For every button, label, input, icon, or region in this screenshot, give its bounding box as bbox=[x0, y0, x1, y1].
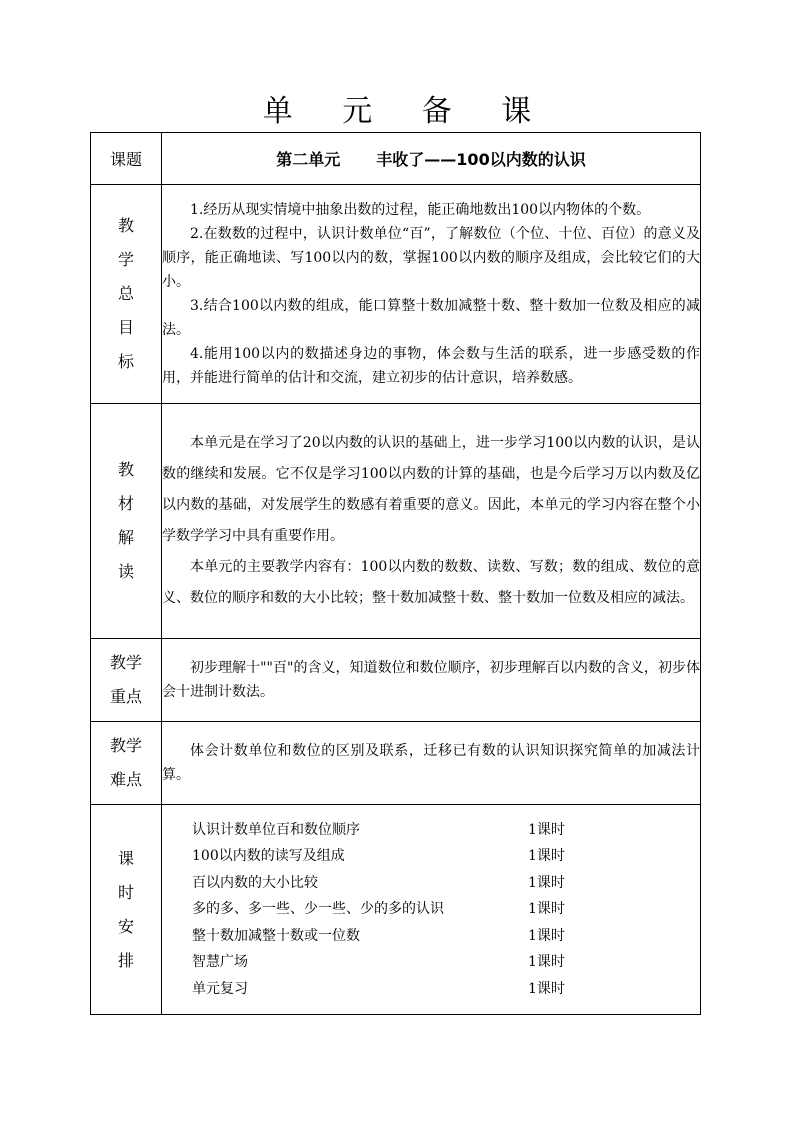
schedule-label-cell bbox=[91, 805, 162, 1015]
schedule-item bbox=[162, 976, 700, 1003]
difficulty-label: 教学难点 bbox=[110, 736, 143, 789]
difficulty-cell bbox=[162, 722, 701, 805]
goal-item: 4.能用100以内的数描述身边的事物，体会数与生活的联系，进一步感受数的作用，并能进行简单的估计和交流，建立初步的估计意识，培养数感。 bbox=[162, 346, 700, 386]
goals-label: 教学总目标 bbox=[118, 216, 135, 371]
schedule-item-name: 100以内数的读写及组成 bbox=[192, 848, 345, 865]
schedule-item-name: 智慧广场 bbox=[192, 954, 248, 971]
topic-label: 课题 bbox=[91, 133, 162, 185]
goal-item: 3.结合100以内数的组成，能口算整十数加减整十数、整十数加一位数及相应的减法。 bbox=[162, 298, 700, 338]
schedule-item-name: 整十数加减整十数或一位数 bbox=[192, 927, 360, 944]
schedule-item-time: 1课时 bbox=[528, 821, 565, 838]
difficulty-text: 体会计数单位和数位的区别及联系，迁移已有数的认识知识探究简单的加减法计算。 bbox=[162, 743, 700, 783]
schedule-item-name: 多的多、多一些、少一些、少的多的认识 bbox=[192, 901, 444, 918]
schedule-item-name: 认识计数单位百和数位顺序 bbox=[192, 821, 360, 838]
difficulty-label-cell bbox=[91, 722, 162, 805]
material-cell bbox=[162, 404, 701, 639]
schedule-item-name: 百以内数的大小比较 bbox=[192, 874, 318, 891]
goal-item: 2.在数数的过程中，认识计数单位“百”，了解数位（个位、十位、百位）的意义及顺序，能正确地读、写100以内的数，掌握100以内数的顺序及组成，会比较它们的大小。 bbox=[162, 226, 700, 290]
material-paragraph: 本单元的主要教学内容有：100以内数的数数、读数、写数；数的组成、数位的意义、数位的顺序和数的大小比较；整十数加减整十数、整十数加一位数及相应的减法。 bbox=[162, 559, 700, 606]
schedule-item bbox=[162, 949, 700, 976]
schedule-item bbox=[162, 896, 700, 923]
topic-cell bbox=[162, 133, 701, 185]
schedule-item-time: 1课时 bbox=[528, 901, 565, 918]
schedule-label: 课时安排 bbox=[118, 848, 135, 970]
goals-label-cell bbox=[91, 185, 162, 404]
material-label-cell bbox=[91, 404, 162, 639]
schedule-row bbox=[91, 805, 701, 1015]
focus-text: 初步理解十""百"的含义，知道数位和数位顺序，初步理解百以内数的含义，初步体会十进制计数法。 bbox=[162, 660, 700, 700]
topic-title bbox=[162, 147, 700, 170]
schedule-item bbox=[162, 817, 700, 844]
schedule-item-time: 1课时 bbox=[528, 954, 565, 971]
schedule-item-time: 1课时 bbox=[528, 848, 565, 865]
schedule-item-name: 单元复习 bbox=[192, 980, 248, 997]
schedule-item bbox=[162, 843, 700, 870]
goals-cell bbox=[162, 185, 701, 404]
schedule-item-time: 1课时 bbox=[528, 927, 565, 944]
material-paragraph: 本单元是在学习了20以内数的认识的基础上，进一步学习100以内数的认识，是认数的继续和发展。它不仅是学习100以内数的计算的基础，也是今后学习万以内数及亿以内数的基础，对发展学生的数感有着重要的意义。因此，本单元的学习内容在整个小学数学学习中具有重要作用。 bbox=[162, 435, 700, 544]
topic-row bbox=[91, 133, 701, 185]
schedule-item-time: 1课时 bbox=[528, 980, 565, 997]
goals-row bbox=[91, 185, 701, 404]
focus-label: 教学重点 bbox=[110, 653, 143, 706]
focus-cell bbox=[162, 639, 701, 722]
page-title: 单 元 备 课 bbox=[262, 94, 552, 129]
focus-label-cell bbox=[91, 639, 162, 722]
lesson-plan-table bbox=[90, 132, 701, 1015]
schedule-item bbox=[162, 923, 700, 950]
difficulty-row bbox=[91, 722, 701, 805]
schedule-item-time: 1课时 bbox=[528, 874, 565, 891]
material-label: 教材解读 bbox=[118, 460, 135, 581]
unit-subject: 丰收了——100以内数的认识 bbox=[376, 150, 586, 169]
schedule-item bbox=[162, 870, 700, 897]
unit-label: 第二单元 bbox=[276, 150, 341, 169]
schedule-cell bbox=[162, 805, 701, 1015]
goal-item: 1.经历从现实情境中抽象出数的过程，能正确地数出100以内物体的个数。 bbox=[190, 202, 651, 218]
focus-row bbox=[91, 639, 701, 722]
material-row bbox=[91, 404, 701, 639]
